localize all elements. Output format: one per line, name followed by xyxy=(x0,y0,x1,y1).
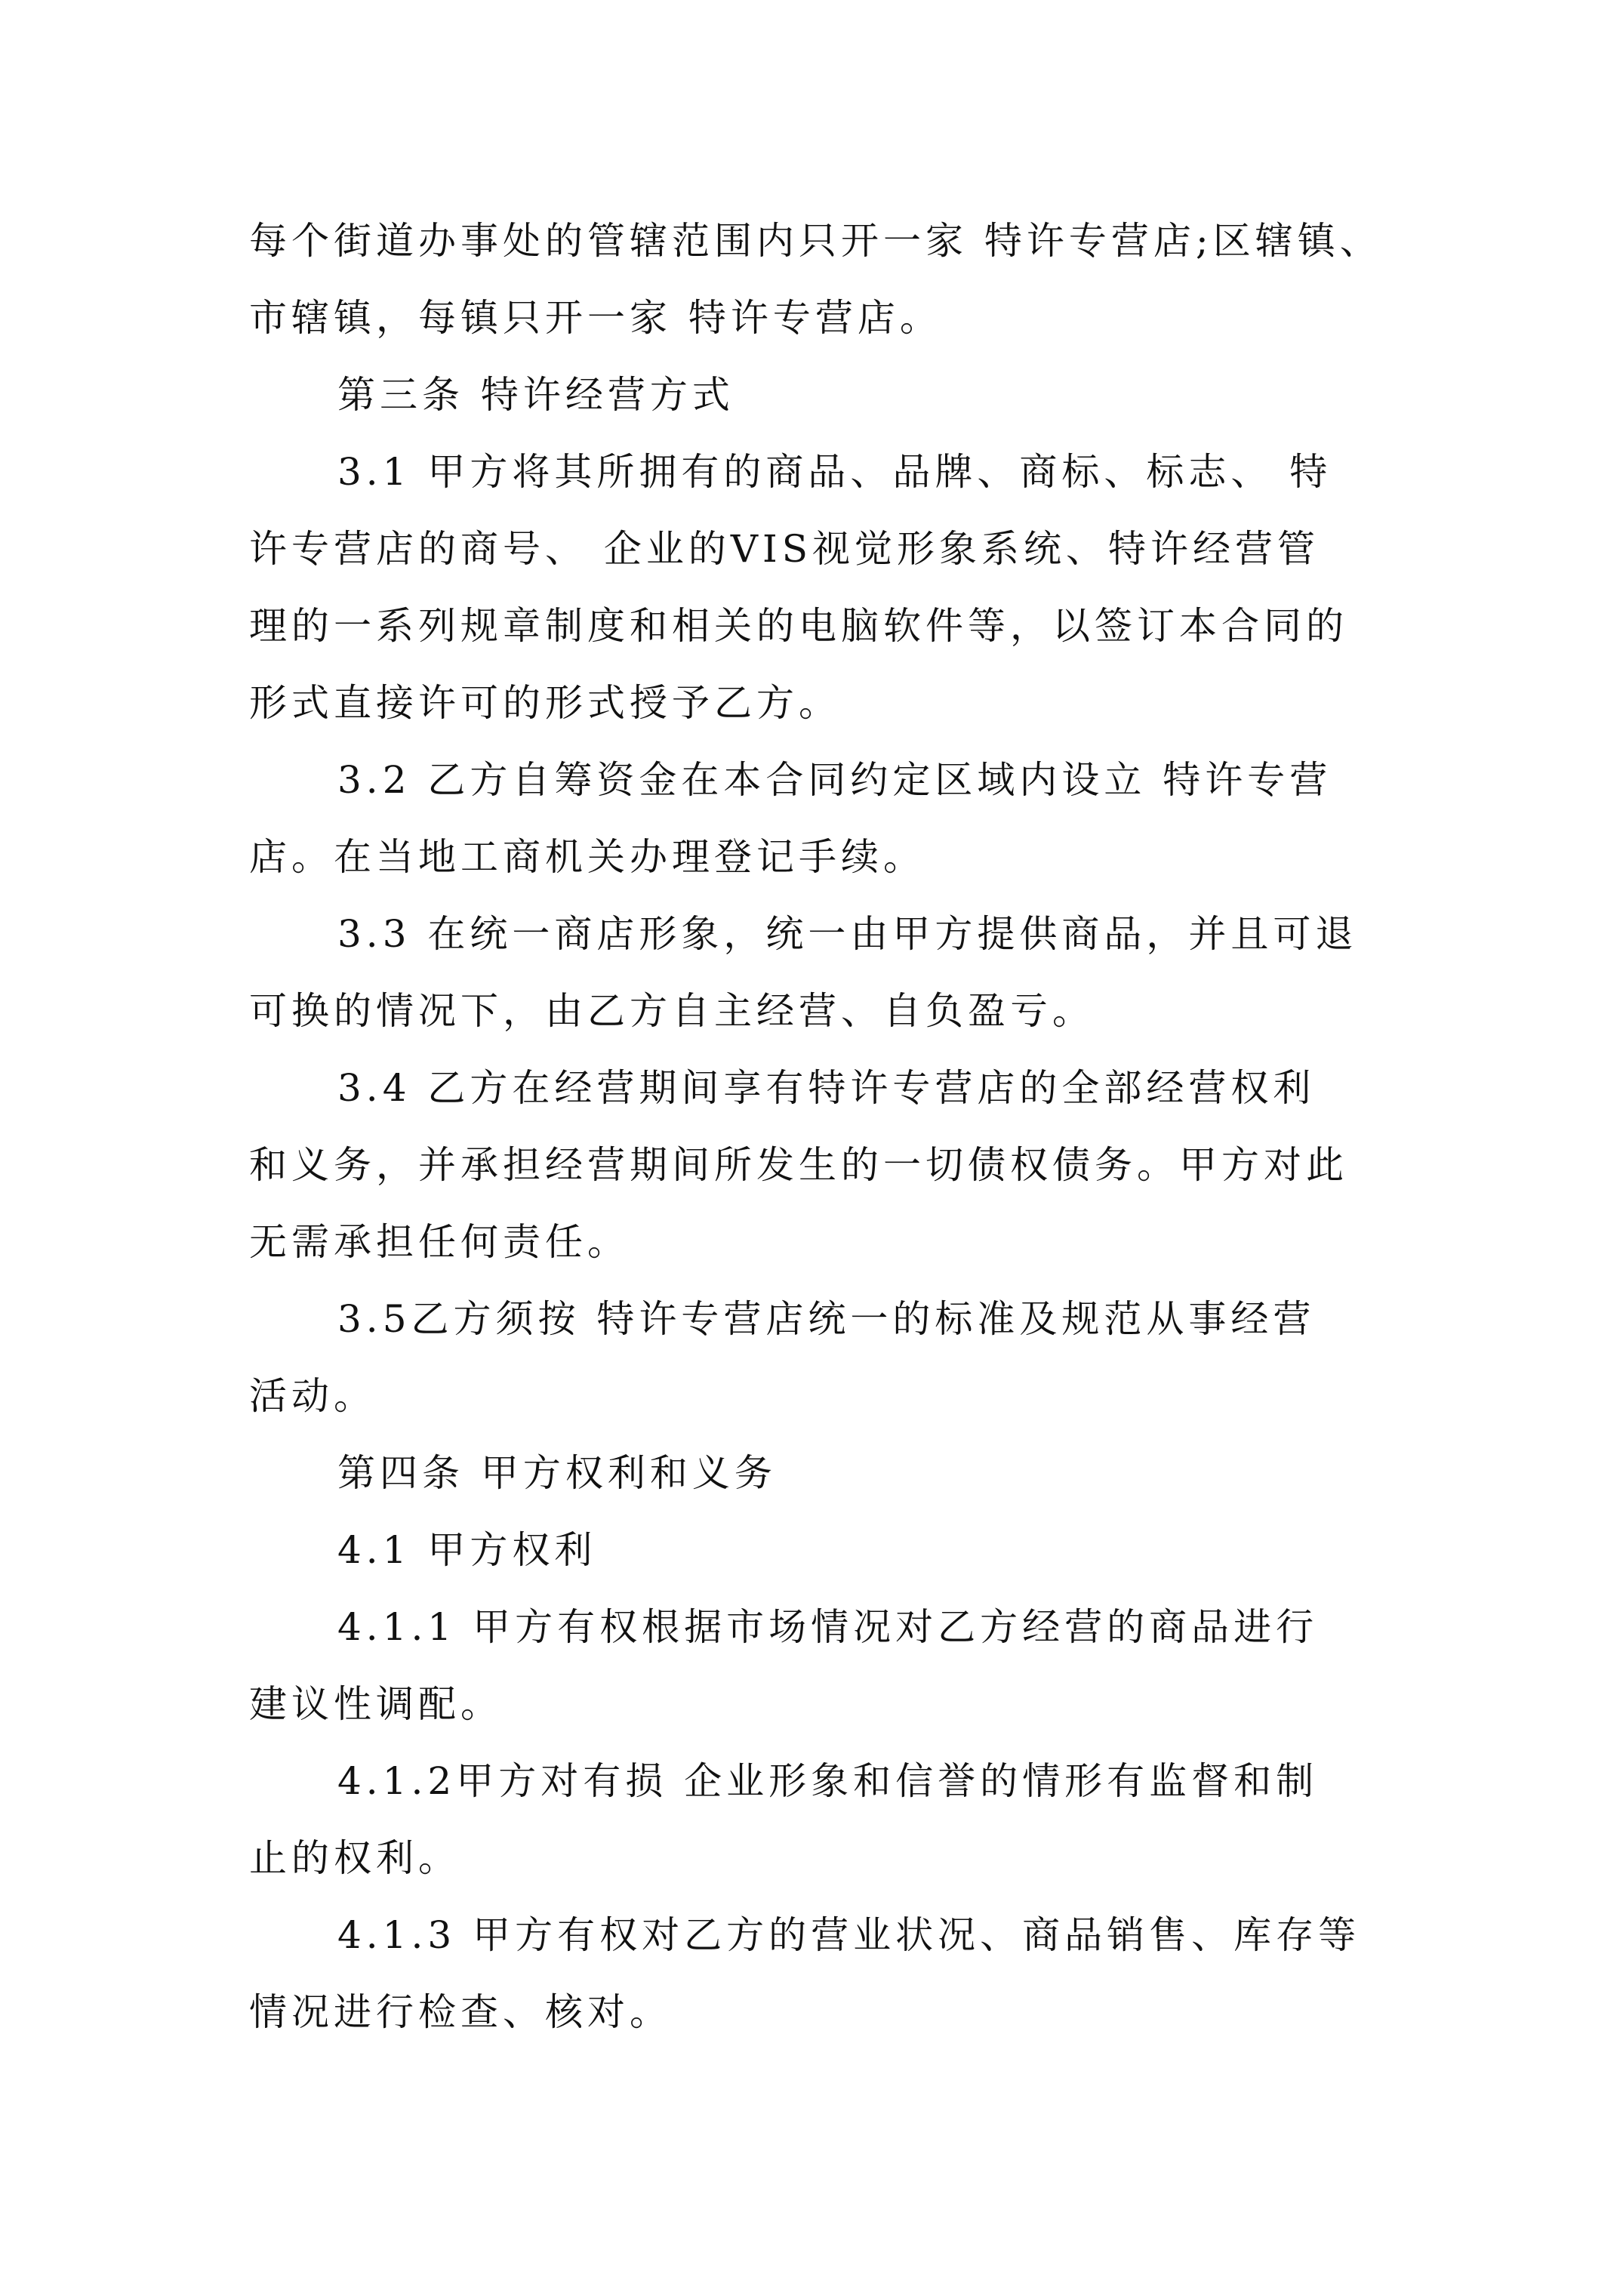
text-line: 3.2 乙方自筹资金在本合同约定区域内设立 特许专营 xyxy=(337,758,1332,802)
text-line: 形式直接许可的形式授予乙方。 xyxy=(249,681,841,725)
section-heading: 第三条 特许经营方式 xyxy=(337,373,735,417)
text-line: 4.1.3 甲方有权对乙方的营业状况、商品销售、库存等 xyxy=(337,1913,1361,1957)
text-line: 可换的情况下，由乙方自主经营、自负盈亏。 xyxy=(249,989,1095,1033)
text-line: 店。在当地工商机关办理登记手续。 xyxy=(249,835,925,879)
text-line: 和义务，并承担经营期间所发生的一切债权债务。甲方对此 xyxy=(249,1143,1348,1187)
text-line: 每个街道办事处的管辖范围内只开一家 特许专营店;区辖镇、 xyxy=(249,219,1382,263)
text-line: 理的一系列规章制度和相关的电脑软件等，以签订本合同的 xyxy=(249,604,1348,648)
text-line: 3.1 甲方将其所拥有的商品、品牌、商标、标志、 特 xyxy=(337,450,1332,494)
text-line: 3.3 在统一商店形象，统一由甲方提供商品，并且可退 xyxy=(337,912,1358,956)
section-heading: 第四条 甲方权利和义务 xyxy=(337,1451,777,1495)
text-line: 4.1.1 甲方有权根据市场情况对乙方经营的商品进行 xyxy=(337,1605,1319,1649)
text-line: 无需承担任何责任。 xyxy=(249,1220,630,1264)
text-line: 4.1.2甲方对有损 企业形象和信誉的情形有监督和制 xyxy=(337,1759,1319,1803)
text-line: 止的权利。 xyxy=(249,1836,460,1880)
text-line: 3.5乙方须按 特许专营店统一的标准及规范从事经营 xyxy=(337,1297,1316,1341)
text-line: 3.4 乙方在经营期间享有特许专营店的全部经营权利 xyxy=(337,1066,1316,1110)
text-line: 情况进行检查、核对。 xyxy=(249,1990,672,2034)
subsection-heading: 4.1 甲方权利 xyxy=(337,1528,597,1572)
text-line: 活动。 xyxy=(249,1374,376,1418)
text-line: 建议性调配。 xyxy=(249,1682,503,1726)
text-line: 许专营店的商号、 企业的VIS视觉形象系统、特许经营管 xyxy=(249,527,1320,571)
text-line: 市辖镇，每镇只开一家 特许专营店。 xyxy=(249,296,942,340)
